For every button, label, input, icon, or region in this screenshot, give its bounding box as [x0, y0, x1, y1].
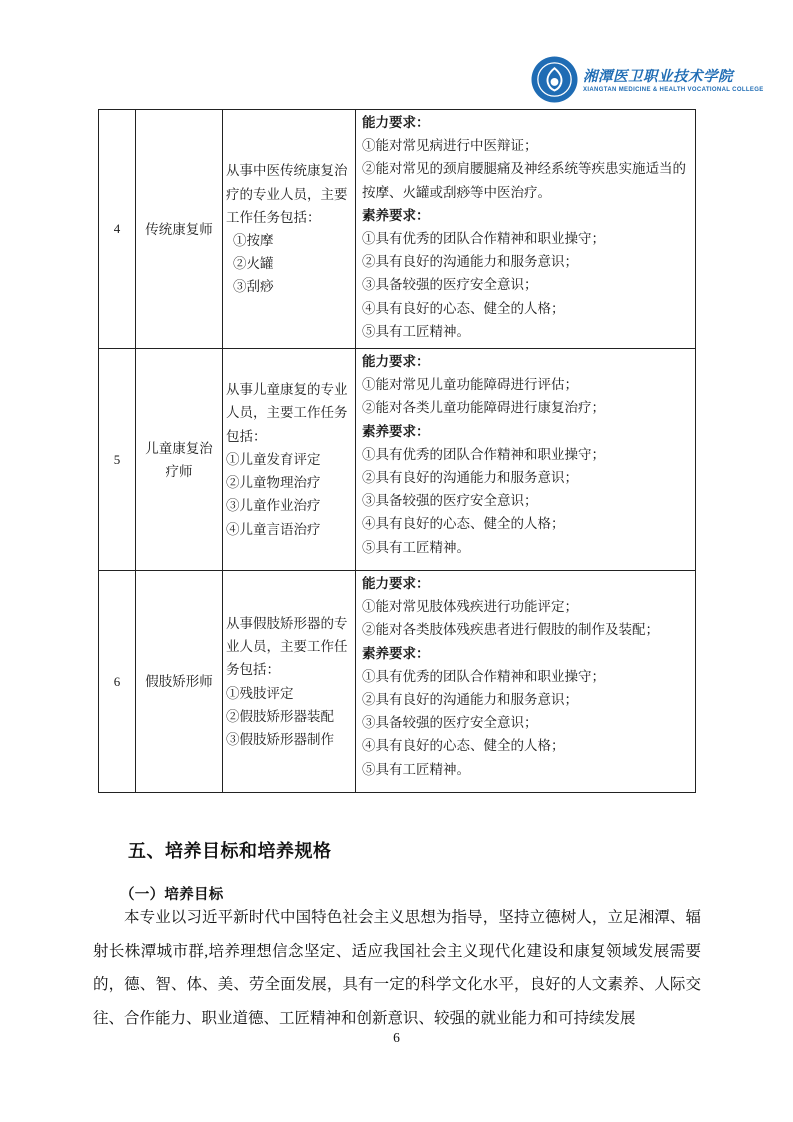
college-name-en: XIANGTAN MEDICINE & HEALTH VOCATIONAL COLLEGE [583, 87, 764, 93]
page-number: 6 [393, 1030, 400, 1045]
profession-name: 儿童康复治疗师 [136, 349, 223, 571]
section-subheading: （一）培养目标 [120, 887, 224, 903]
ability-item: ②能对常见的颈肩腰腿痛及神经系统等疾患实施适当的按摩、火罐或刮痧等中医治疗。 [362, 161, 686, 200]
quality-label: 素养要求： [362, 423, 430, 439]
ability-item: ①能对常见肢体残疾进行功能评定； [362, 599, 578, 615]
duty-cell [223, 349, 356, 571]
requirements-cell [356, 349, 696, 571]
ability-label: 能力要求： [362, 115, 430, 130]
quality-label: 素养要求： [362, 645, 430, 661]
section-heading: 五、培养目标和培养规格 [128, 841, 332, 861]
quality-item: ①具有优秀的团队合作精神和职业操守； [362, 231, 605, 247]
quality-item: ①具有优秀的团队合作精神和职业操守； [362, 446, 605, 462]
profession-requirements-table [98, 109, 696, 793]
duty-cell [223, 110, 356, 349]
training-goal-paragraph: 本专业以习近平新时代中国特色社会主义思想为指导，坚持立德树人，立足湘潭、辐射长株潭城市群,培养理想信念坚定、适应我国社会主义现代化建设和康复领域发展需要的，德、智、体、美、劳全面发展，具有一定的科学文化水平，良好的人文素养、人际交往、合作能力、职业道德、工匠精神和创新意识、较强的就业能力和可持续发展 [93, 909, 701, 1027]
table-row-traditional-rehab [99, 110, 696, 349]
quality-item: ④具有良好的心态、健全的人格； [362, 738, 565, 754]
duty-item: ②假肢矫形器装配 [226, 708, 334, 724]
profession-name: 假肢矫形师 [136, 571, 223, 793]
duty-cell [223, 571, 356, 793]
duty-intro: 从事中医传统康复治疗的专业人员，主要工作任务包括： [226, 163, 348, 225]
duty-item: ①残肢评定 [226, 685, 294, 701]
ability-item: ②能对各类儿童功能障碍进行康复治疗； [362, 400, 605, 416]
table-row-prosthetist [99, 571, 696, 793]
requirements-cell [356, 571, 696, 793]
college-seal-icon [531, 56, 578, 103]
ability-item: ②能对各类肢体残疾患者进行假肢的制作及装配； [362, 622, 659, 638]
duty-item: ④儿童言语治疗 [226, 521, 321, 537]
quality-item: ②具有良好的沟通能力和服务意识； [362, 254, 578, 270]
quality-item: ①具有优秀的团队合作精神和职业操守； [362, 668, 605, 684]
duty-item: ②儿童物理治疗 [226, 475, 321, 491]
row-number: 5 [99, 349, 136, 571]
quality-item: ⑤具有工匠精神。 [362, 539, 470, 555]
quality-item: ④具有良好的心态、健全的人格； [362, 516, 565, 532]
college-name-zh: 湘潭医卫职业技术学院 [583, 69, 733, 85]
quality-item: ⑤具有工匠精神。 [362, 323, 470, 339]
duty-intro: 从事儿童康复的专业人员，主要工作任务包括： [226, 382, 348, 444]
requirements-cell [356, 110, 696, 349]
quality-item: ③具备较强的医疗安全意识； [362, 715, 538, 731]
quality-label: 素养要求： [362, 207, 430, 223]
row-number: 6 [99, 571, 136, 793]
quality-item: ②具有良好的沟通能力和服务意识； [362, 692, 578, 708]
row-number: 4 [99, 110, 136, 349]
duty-item: ③假肢矫形器制作 [226, 731, 334, 747]
quality-item: ⑤具有工匠精神。 [362, 761, 470, 777]
ability-item: ①能对常见儿童功能障碍进行评估； [362, 377, 578, 393]
ability-label: 能力要求： [362, 576, 430, 591]
ability-label: 能力要求： [362, 354, 430, 369]
quality-item: ④具有良好的心态、健全的人格； [362, 300, 565, 316]
ability-item: ①能对常见病进行中医辩证； [362, 138, 538, 154]
quality-item: ③具备较强的医疗安全意识； [362, 493, 538, 509]
duty-item: ②火罐 [233, 256, 274, 272]
profession-name: 传统康复师 [136, 110, 223, 349]
duty-item: ③儿童作业治疗 [226, 498, 321, 514]
duty-intro: 从事假肢矫形器的专业人员，主要工作任务包括： [226, 615, 348, 678]
quality-item: ③具备较强的医疗安全意识； [362, 277, 538, 293]
table-row-children-rehab [99, 349, 696, 571]
college-logo [531, 55, 764, 103]
duty-item: ③刮痧 [233, 279, 274, 295]
duty-item: ①按摩 [233, 233, 274, 248]
quality-item: ②具有良好的沟通能力和服务意识； [362, 470, 578, 486]
duty-item: ①儿童发育评定 [226, 451, 321, 467]
